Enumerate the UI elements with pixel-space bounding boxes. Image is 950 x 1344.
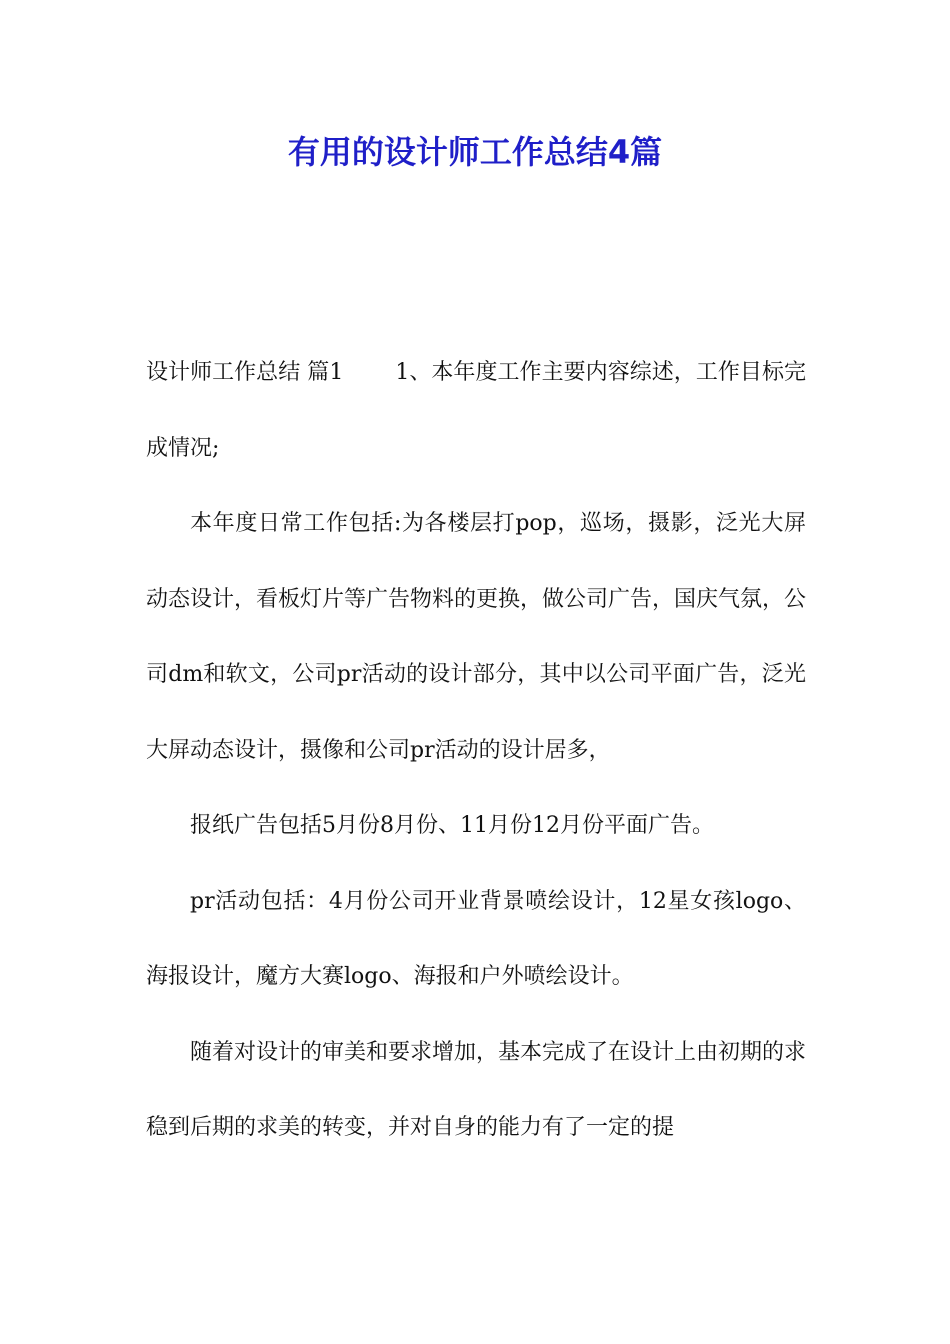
paragraph-2: 本年度日常工作包括:为各楼层打pop，巡场，摄影，泛光大屏动态设计，看板灯片等广告物料的更换，做公司广告，国庆气氛，公司dm和软文，公司pr活动的设计部分，其中以公司平面广告，泛光大屏动态设计，摄像和公司pr活动的设计居多， xyxy=(146,511,807,763)
paragraph-1 xyxy=(146,335,806,486)
section-heading: 设计师工作总结 篇1 xyxy=(146,360,344,385)
paragraph-5: 随着对设计的审美和要求增加，基本完成了在设计上由初期的求稳到后期的求美的转变，并对自身的能力有了一定的提 xyxy=(146,1039,807,1140)
paragraph-4: pr活动包括：4月份公司开业背景喷绘设计，12星女孩logo、海报设计，魔方大赛logo、海报和户外喷绘设计。 xyxy=(146,888,806,989)
paragraph-3: 报纸广告包括5月份8月份、11月份12月份平面广告。 xyxy=(190,813,714,838)
document-title: 有用的设计师工作总结4篇 xyxy=(287,133,663,171)
paragraph-1-text: 1、本年度工作主要内容综述，工作目标完成情况; xyxy=(146,360,806,461)
document-body xyxy=(146,335,806,1166)
